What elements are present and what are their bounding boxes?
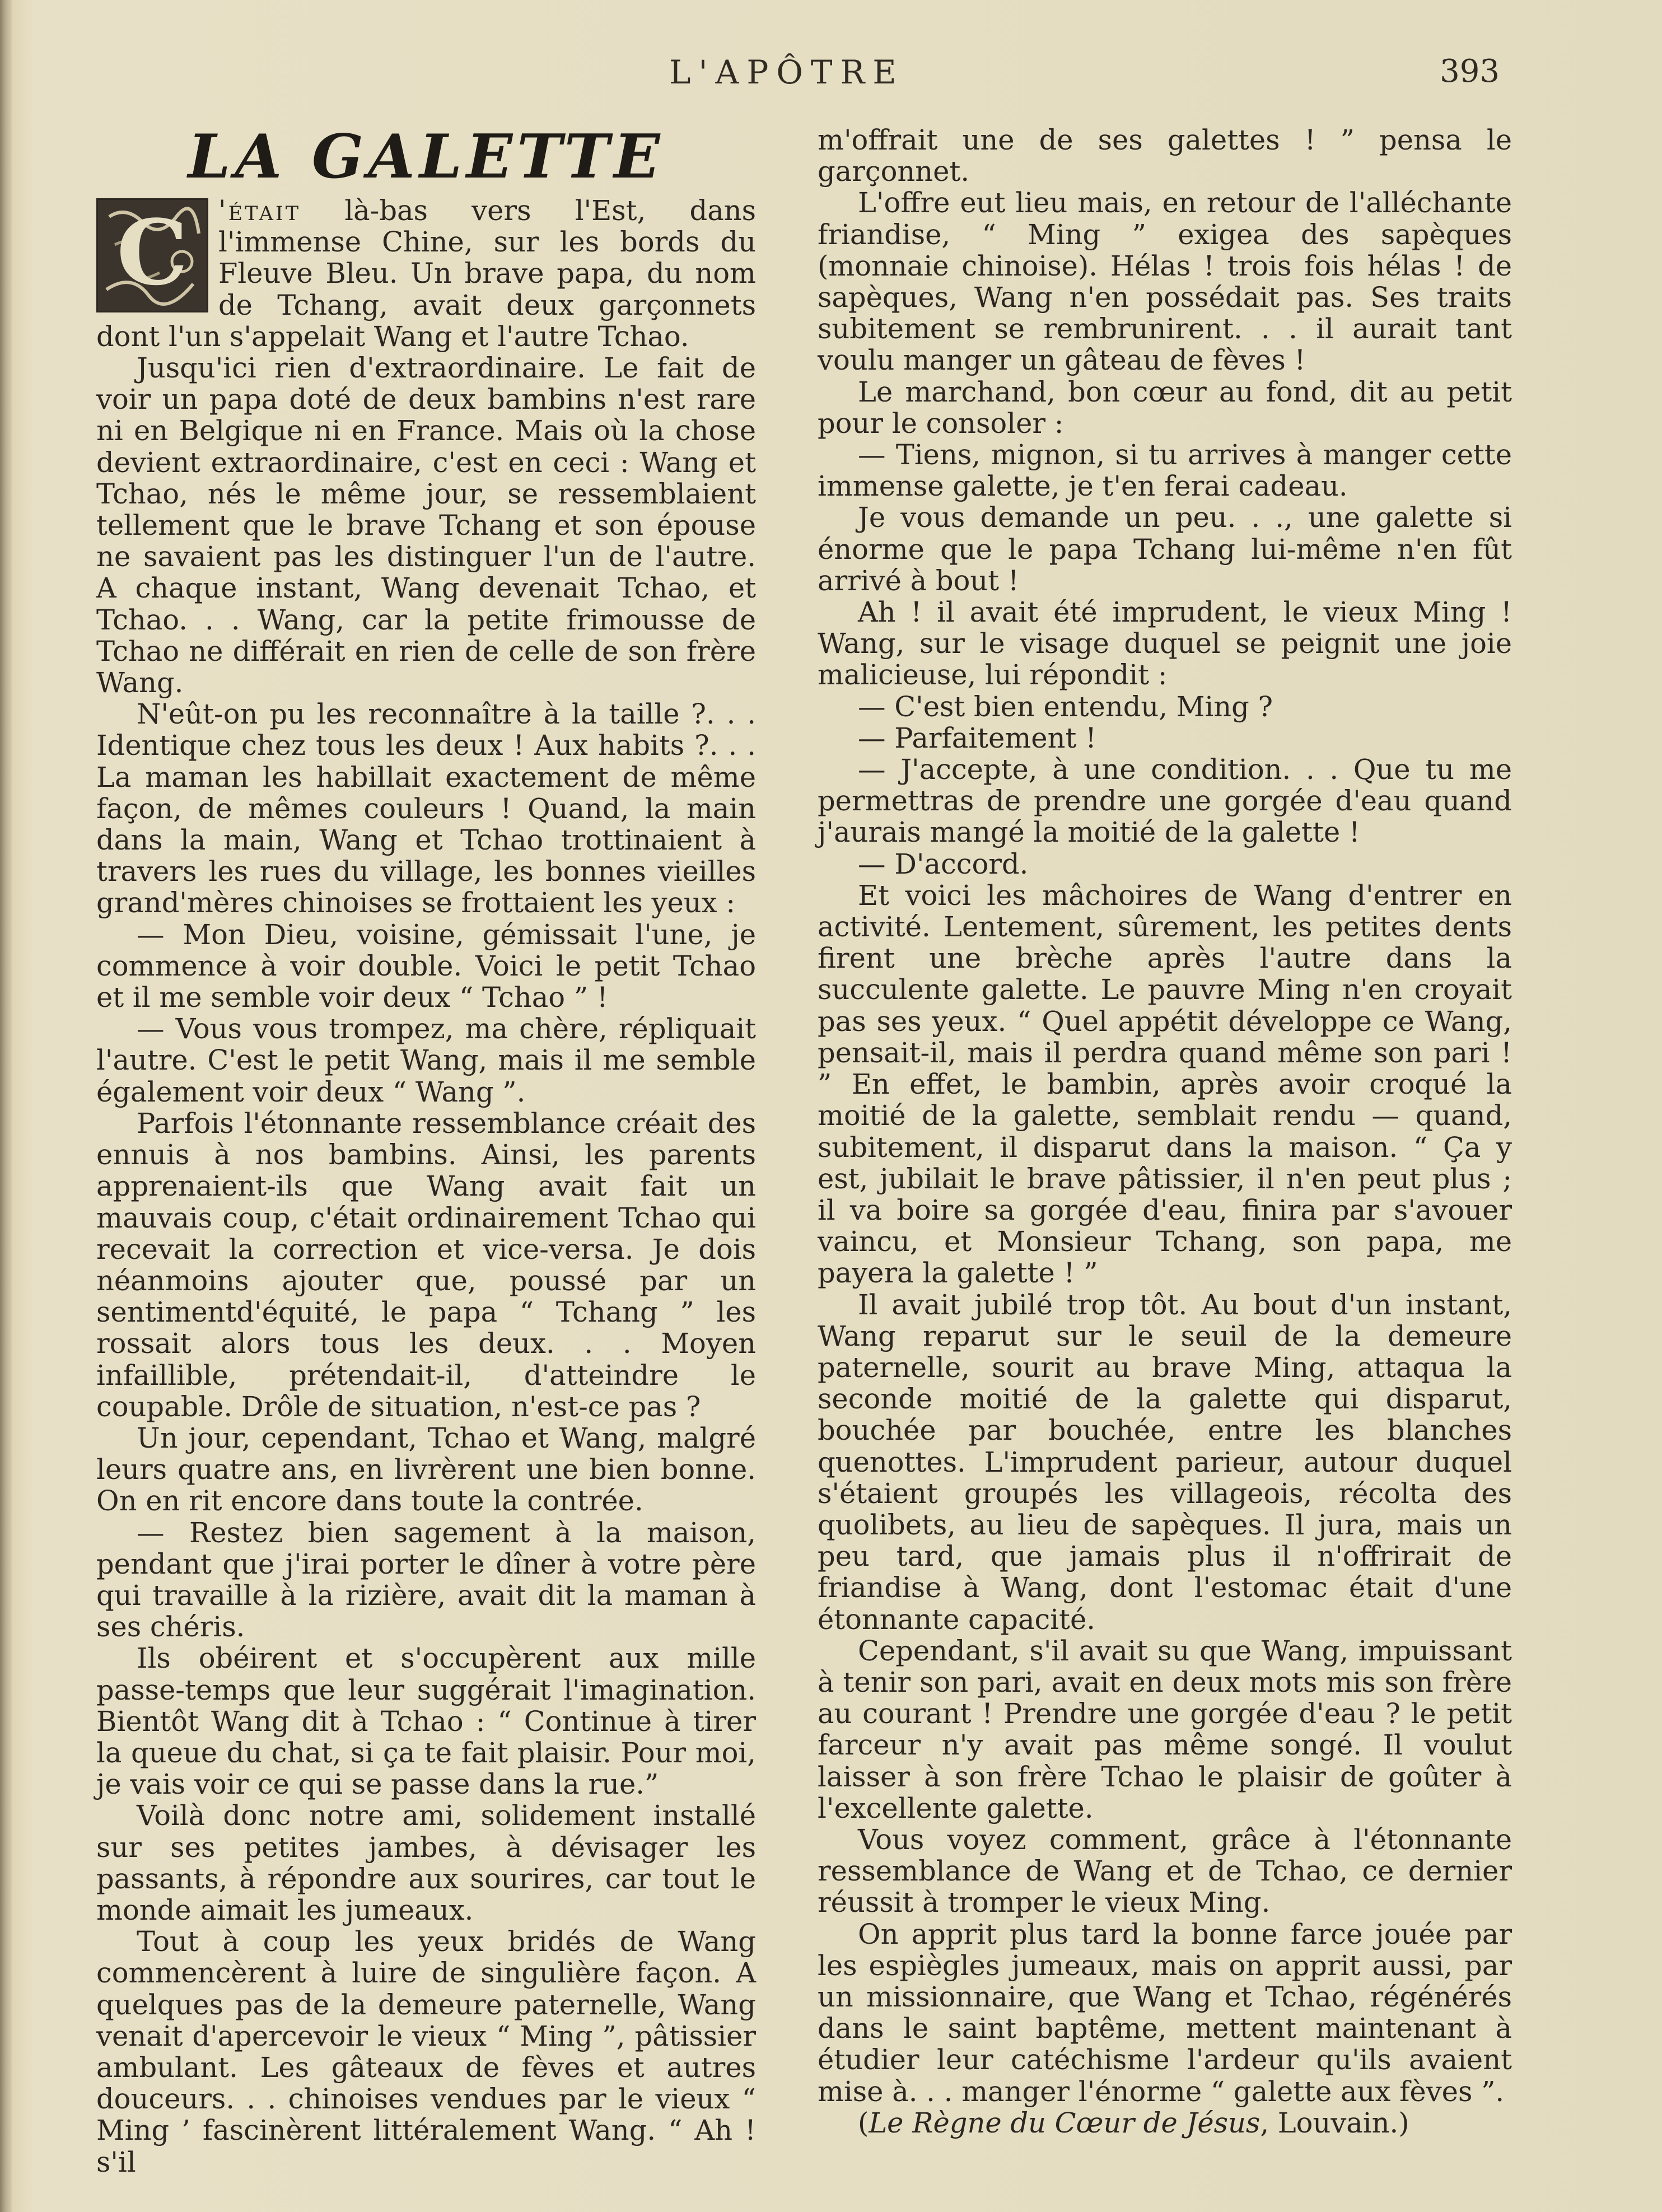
- paragraph: L'offre eut lieu mais, en retour de l'alléchante friandise, “ Ming ” exigea des sapèques (monnaie chinoise). Hélas ! trois fois hélas ! de sapèques, Wang n'en possédait pas. Ses traits subitement se rembrunirent. . . il aurait tant voulu manger un gâteau de fèves !: [818, 186, 1512, 377]
- source-citation: (Le Règne du Cœur de Jésus, Louvain.): [858, 2106, 1409, 2139]
- paragraph: Un jour, cependant, Tchao et Wang, malgré leurs quatre ans, en livrèrent une bien bonne. On en rit encore dans toute la contrée.: [96, 1421, 756, 1518]
- left-column: [96, 123, 756, 2178]
- paragraph: — Parfaitement !: [858, 721, 1096, 754]
- paragraph-continued: m'offrait une de ses galettes ! ” pensa le garçonnet.: [818, 124, 1512, 188]
- right-column: [818, 124, 1512, 2139]
- paragraph: Je vous demande un peu. . ., une galette si énorme que le papa Tchang lui-même n'en fût arrivé à bout !: [818, 501, 1512, 597]
- paragraph: On apprit plus tard la bonne farce jouée par les espiègles jumeaux, mais on apprit aussi, par un missionnaire, que Wang et Tchao, régénérés dans le saint baptême, mettent maintenant à étudier leur catéchisme l'ardeur qu'ils avaient mise à. . . manger l'énorme “ galette aux fèves ”.: [818, 1917, 1512, 2108]
- paragraph: Parfois l'étonnante ressemblance créait des ennuis à nos bambins. Ainsi, les parents apprenaient-ils que Wang avait fait un mauvais coup, c'était ordinairement Tchao qui recevait la correction et vice-versa. Je dois néanmoins ajouter que, poussé par un sentimentd'équité, le papa “ Tchang ” les rossait alors tous les deux. . . Moyen infaillible, prétendait-il, d'atteindre le coupable. Drôle de situation, n'est-ce pas ?: [96, 1107, 756, 1423]
- paragraph: Cependant, s'il avait su que Wang, impuissant à tenir son pari, avait en deux mots mis son frère au courant ! Prendre une gorgée d'eau ? le petit farceur n'y avait pas même songé. Il voulut laisser à son frère Tchao le plaisir de goûter à l'excellente galette.: [818, 1634, 1512, 1824]
- page-header: [0, 53, 1662, 98]
- paragraph: Ah ! il avait été imprudent, le vieux Ming ! Wang, sur le visage duquel se peignit une joie malicieuse, lui répondit :: [818, 596, 1512, 692]
- paragraph: — C'est bien entendu, Ming ?: [858, 690, 1273, 723]
- paragraph: — Vous vous trompez, ma chère, répliquait l'autre. C'est le petit Wang, mais il me semble également voir deux “ Wang ”.: [96, 1012, 756, 1108]
- paragraph: Ils obéirent et s'occupèrent aux mille passe-temps que leur suggérait l'imagination. Bientôt Wang dit à Tchao : “ Continue à tirer la queue du chat, si ça te fait plaisir. Pour moi, je vais voir ce qui se passe dans la rue.”: [96, 1642, 756, 1801]
- source-place: , Louvain.): [1260, 2106, 1409, 2139]
- paragraph: — J'accepte, à une condition. . . Que tu me permettras de prendre une gorgée d'eau quand j'aurais mangé la moitié de la galette !: [818, 753, 1512, 849]
- dropcap-letter: C: [116, 200, 188, 305]
- paragraph: — Restez bien sagement à la maison, pendant que j'irai porter le dîner à votre père qui travaille à la rizière, avait dit la maman à ses chéris.: [96, 1516, 756, 1644]
- opening-text: là-bas vers l'Est, dans l'immense Chine, sur les bords du Fleuve Bleu. Un brave papa, du nom de Tchang, avait deux garçonnets dont l'un s'appelait Wang et l'autre Tchao.: [96, 194, 756, 353]
- paragraph: Tout à coup les yeux bridés de Wang commencèrent à luire de singulière façon. A quelques pas de la demeure paternelle, Wang venait d'apercevoir le vieux “ Ming ”, pâtissier ambulant. Les gâteaux de fèves et autres douceurs. . . chinoises vendues par le vieux “ Ming ’ fascinèrent littéralement Wang. “ Ah ! s'il: [96, 1925, 756, 2178]
- paragraph: — Mon Dieu, voisine, gémissait l'une, je commence à voir double. Voici le petit Tchao et il me semble voir deux “ Tchao ” !: [96, 918, 756, 1014]
- paragraph: Vous voyez comment, grâce à l'étonnante ressemblance de Wang et de Tchao, ce dernier réussit à tromper le vieux Ming.: [818, 1823, 1512, 1919]
- dropcap-ornament-icon: [98, 200, 207, 311]
- page-binding-edge: [0, 0, 12, 2212]
- running-title: L'APÔTRE: [669, 53, 904, 91]
- paragraph: Et voici les mâchoires de Wang d'entrer en activité. Lentement, sûrement, les petites dents firent une brèche après l'autre dans la succulente galette. Le pauvre Ming n'en croyait pas ses yeux. “ Quel appétit développe ce Wang, pensait-il, mais il perdra quand même son pari ! ” En effet, le bambin, après avoir croqué la moitié de la galette, semblait rendu — quand, subitement, il disparut dans la maison. “ Ça y est, jubilait le brave pâtissier, il n'en peut plus ; il va boire sa gorgée d'eau, finira par s'avouer vaincu, et Monsieur Tchang, son papa, me payera la galette ! ”: [818, 879, 1512, 1290]
- ornamental-dropcap: [96, 198, 208, 312]
- paragraph: Le marchand, bon cœur au fond, dit au petit pour le consoler :: [818, 375, 1512, 440]
- paragraph: Jusqu'ici rien d'extraordinaire. Le fait de voir un papa doté de deux bambins n'est rare ni en Belgique ni en France. Mais où la chose devient extraordinaire, c'est en ceci : Wang et Tchao, nés le même jour, se ressemblaient tellement que le brave Tchang et son épouse ne savaient pas les distinguer l'un de l'autre. A chaque instant, Wang devenait Tchao, et Tchao. . . Wang, car la petite frimousse de Tchao ne différait en rien de celle de son frère Wang.: [96, 352, 756, 699]
- paragraph: N'eût-on pu les reconnaître à la taille ?. . . Identique chez tous les deux ! Aux habits ?. . . La maman les habillait exactement de même façon, de mêmes couleurs ! Quand, la main dans la main, Wang et Tchao trottinaient à travers les rues du village, les bonnes vieilles grand'mères chinoises se frottaient les yeux :: [96, 698, 756, 920]
- paragraph: Il avait jubilé trop tôt. Au bout d'un instant, Wang reparut sur le seuil de la demeure paternelle, sourit au brave Ming, attaqua la seconde moitié de la galette qui disparut, bouchée par bouchée, entre les blanches quenottes. L'imprudent parieur, autour duquel s'étaient groupés les villageois, récolta des quolibets, au lieu de sapèques. Il jura, mais un peu tard, que jamais plus il n'offrirait de friandise à Wang, dont l'estomac était d'une étonnante capacité.: [818, 1288, 1512, 1636]
- article-title: LA GALETTE: [188, 122, 665, 192]
- paragraph: Voilà donc notre ami, solidement installé sur ses petites jambes, à dévisager les passants, à répondre aux sourires, car tout le monde aimait les jumeaux.: [96, 1799, 756, 1926]
- paragraph: — Tiens, mignon, si tu arrives à manger cette immense galette, je t'en ferai cadeau.: [818, 438, 1512, 503]
- paragraph: — D'accord.: [858, 847, 1029, 880]
- source-title: Le Règne du Cœur de Jésus: [869, 2106, 1260, 2139]
- page-number: 393: [1440, 53, 1500, 90]
- opening-word: 'était: [218, 194, 301, 227]
